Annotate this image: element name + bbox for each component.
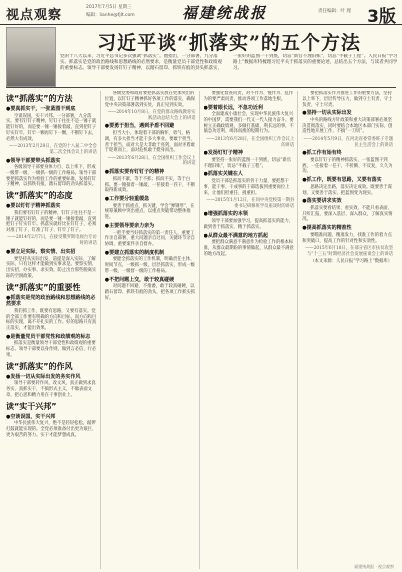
subsection-heading: 读“抓落实”的作风 bbox=[6, 361, 73, 371]
point-heading: ●要勇于担当，遇到矛盾不回避 bbox=[104, 123, 175, 130]
paragraph: 领导干部要加强学习，提高抓落实的能力，做到善于抓落实、精于抓落实。 bbox=[203, 218, 294, 230]
subsection-heading: 读“实干兴邦” bbox=[6, 401, 57, 411]
paragraph: 抓而不紧，等于不抓；抓而不实，等于白抓。要一锤接着一锤敲，一茬接着一茬干，不断取得新成效。 bbox=[104, 176, 195, 194]
paragraph: 领导干部要转作风、改文风，真正做到求真务实、真抓实干，不搞形式主义，不做表面文章，把心思和精力用在干事创业上。 bbox=[6, 381, 96, 398]
masthead bbox=[0, 0, 402, 25]
paragraph: 我们抓工作，既要有思路，又要有落实。党的全部工作要有明确的方向和目标，而方向和目标的实现，离不开扎实的工作。好的思路只有真正落实，才能出效果。 bbox=[6, 308, 97, 332]
article-body bbox=[6, 91, 396, 569]
source-citation: ——2013年6月28日，在全国组织工作会议上的讲话 bbox=[107, 155, 196, 167]
subsection-heading: 读“抓落实”的态度 bbox=[6, 191, 73, 201]
text-column bbox=[6, 91, 101, 569]
source-citation: ——2014年2月7日，在接受俄罗斯电视台专访时的讲话 bbox=[7, 235, 97, 247]
point-heading: ●要以钉钉子精神抓落实 bbox=[6, 203, 61, 210]
paragraph: 中华民族伟大复兴，绝不是轻轻松松、敲锣打鼓就能实现的。全党必须准备付出更为艰巨、更为艰苦的努力。实干才能梦想成真。 bbox=[6, 421, 97, 438]
article-lead: 党的十八大以来，习近平总书记多次强调“抓落实”。他指出，一分部署，九分落实。抓落实是党的政治路线和思想路线的必然要求，是衡量党员干部党性和政绩观的重要标志。领导干部要发扬钉钉子精神，以踏石留印、抓铁有痕的劲头抓落实，一张好的蓝图一干到底，切忌“新官不理旧账”，切忌“半截子工程”。人民日报“学习路上”数据库特梳理习近平关于抓落实的重要论述，总结出五个方法，与读者共同学习。 bbox=[60, 54, 398, 71]
paragraph: 一把手要当好抓落实的第一责任人，重要工作亲自部署、重大问题亲自过问、关键环节亲自协调、重要案件亲自督办。 bbox=[104, 230, 195, 248]
point-heading: ●主要领导要亲力亲为 bbox=[104, 223, 155, 230]
point-heading: ●工作要分轻重缓急 bbox=[104, 196, 150, 203]
paragraph: 要坚持一张好的蓝图一干到底，切忌“新官不理旧账”，切忌“半截子工程”。 bbox=[203, 157, 292, 169]
paragraph: 抓落实要看结果、看实效，不能只看表面、只听汇报，要深入基层、深入群众，了解真实情况。 bbox=[302, 205, 393, 223]
text-column bbox=[302, 91, 396, 569]
paragraph: 各级党委和政府要把抓落实放在更加突出的位置，以钉钉子精神抓好各项工作的落实，确保党中央决策部署落到实处，真正见到实效。 bbox=[104, 91, 195, 108]
point-heading: ●发扬一切从实际出发的务实作风 bbox=[6, 373, 81, 380]
newspaper-name: 福建统战报 bbox=[182, 4, 268, 22]
point-heading: ●不把问题上交，敢于较真碰硬 bbox=[104, 276, 175, 283]
point-heading: ●要着眼长远，不急功近利 bbox=[203, 104, 263, 111]
subsection-heading: 读“抓落实”的重要性 bbox=[6, 282, 81, 292]
point-heading: ●领导干部要带头抓落实 bbox=[6, 157, 61, 164]
source-citation: ——2014年10月8日，在党的群众路线教育实践活动总结大会上的讲话 bbox=[107, 109, 196, 121]
paragraph: 各级领导干部要身体力行、以上率下，形成一级带一级、一级抓一级的工作格局。领导干部要把抓落实作为检验工作的重要标准，发扬钉钉子精神，以抓铁有痕、踏石留印的劲头抓落实。 bbox=[6, 165, 97, 188]
paragraph: 思路决定出路，落实决定成效。既要善于谋划，又要善于落实，把蓝图变为现实。 bbox=[302, 184, 392, 196]
page-footer: 福建统战报 · 视点观察 bbox=[354, 564, 394, 569]
article-headline: 习近平谈“抓落实”的五个方法 bbox=[97, 32, 361, 54]
paragraph: 中央的路线方针政策和重大决策部署必须坚决贯彻落实，同时要结合本地区本部门实际，创造性地开展工作，不搞“一刀切”。 bbox=[302, 117, 393, 135]
point-heading: ●从群众最不满意的地方抓起 bbox=[203, 232, 268, 239]
point-heading: ●抓落实是党的政治路线和思想路线的必然要求 bbox=[6, 294, 96, 308]
source-citation: ——2013年6月28日，在全国组织工作会议上的讲话 bbox=[206, 136, 295, 148]
paragraph: 对问题不回避、不推诿，敢于较真碰硬，以踏石留印、抓铁有痕的劲头，把各项工作抓实抓好。 bbox=[104, 284, 195, 301]
point-heading: ●空谈误国，实干兴邦 bbox=[6, 413, 56, 420]
text-column bbox=[204, 91, 299, 569]
source-citation: ——2015年1月12日，在同中央党校第一期县委书记研修班学员座谈时的讲话 bbox=[206, 197, 295, 209]
point-heading: ●抓落实要有钉钉子的精神 bbox=[104, 169, 165, 176]
page-editor: 责任编辑：叶 理 bbox=[318, 9, 351, 14]
point-heading: ●要建立抓落实的制度机制 bbox=[104, 249, 165, 256]
paragraph: 要坚持从实际出发，前提是深入实际、了解实际，只有这样才能做到实事求是。要察实情、出实招、办实事、求实效，防止出台那些脱离实际的空洞政策。 bbox=[6, 256, 97, 279]
section-divider bbox=[6, 87, 396, 88]
paragraph: 要把抓落实作为推进工作的重要方法，坚持以上率下，层层传导压力，做到守土有责、守土负责、守土尽责。 bbox=[302, 91, 393, 108]
paragraph: 要把群众满意不满意作为检验工作的根本标准，从群众最期盼的事情做起，从群众最不满意的地方改起。 bbox=[203, 240, 294, 257]
section-title: 视点观察 bbox=[6, 8, 63, 23]
paragraph: 要以钉钉子的精神抓落实，一张蓝图干到底，一任接着一任干，不折腾、不反复，久久为功。 bbox=[302, 157, 393, 175]
editor-contact: 编辑：lianhe@fjlt.com bbox=[86, 13, 135, 18]
paragraph: 要强化督查问责，对不作为、慢作为、乱作为的要严肃问责，推动各项工作落地生根。 bbox=[203, 91, 294, 102]
point-heading: ●发扬钉钉子精神 bbox=[203, 150, 243, 157]
paragraph: 空谈误国，实干兴邦。一分部署，九分落实。要有钉钉子精神，钉钉子往往不是一锤子就能钉好的，而是要一锤一锤接着敲，直到把钉子钉实钉牢，钉牢一颗再钉下一颗，不断钉下去，必然大有成效。 bbox=[6, 113, 97, 142]
point-heading: ●提高抓落实的精准性 bbox=[302, 225, 352, 232]
source-citation: ——2015年6月18日，在部分省区市扶贫攻坚与“十三五”时期经济社会发展座谈会上的讲话 bbox=[305, 245, 393, 257]
point-heading: ●增强抓落实的本领 bbox=[203, 211, 248, 218]
point-heading: ●抓工作有始有终 bbox=[302, 150, 342, 157]
paragraph: 我们要有钉钉子的精神，钉钉子往往不是一锤子就能钉好的，而是要一锤一锤接着敲，直到把钉子钉实钉牢。抓落实就好比在钉钉子，必须对准了钉子、钉准了钉子、钉牢了钉子。 bbox=[6, 210, 97, 234]
point-heading: ●坚持一切从实际出发 bbox=[302, 110, 352, 117]
subsection-heading: 读“抓落实”的方法 bbox=[6, 94, 73, 103]
paragraph: 要健全抓落实的工作机制，明确责任主体、时间节点，一级抓一级，层层抓落实，形成一级带一级、一级督一级的工作格局。 bbox=[104, 257, 195, 275]
portrait-photo bbox=[6, 27, 56, 87]
text-column bbox=[105, 91, 200, 569]
paragraph: （本文来源：人民日报“学习路上”数据库） bbox=[310, 259, 392, 265]
issue-date: 2017年7月5日 星期三 bbox=[86, 5, 132, 10]
source-citation: ——2013年2月28日，在党的十八届二中全会第二次全体会议上的讲话 bbox=[8, 143, 97, 155]
point-heading: ●是衡量党员干部党性和政绩观的标志 bbox=[6, 333, 91, 340]
point-heading: ●要立足实际，察实情、出实招 bbox=[6, 249, 76, 256]
paragraph: 党员干部是抓落实的骨干力量，要把想干事、能干事、干成事的干部选拔到重要岗位上来，让他们担重任、挑重担。 bbox=[203, 178, 290, 196]
paragraph: 要善于抓重点、抓关键，学会“弹钢琴”，在统筹兼顾中突出重点，以重点突破带动整体推进。 bbox=[104, 203, 195, 221]
source-citation: ——2014年5月9日，在河北省委常委班子专题民主生活会上的讲话 bbox=[303, 136, 393, 148]
page-number: 3版 bbox=[367, 7, 396, 27]
paragraph: 全面建成小康社会，实现中华民族伟大复兴的中国梦，需要我们一代又一代人接力奋斗。要树立正确政绩观，多做打基础、利长远的事，不搞急功近利、竭泽而渔的短期行为。 bbox=[203, 112, 294, 135]
point-heading: ●抓落实关键在人 bbox=[203, 171, 243, 178]
paragraph: 担当大小，体现着干部的胸怀、勇气、格调，有多大担当才能干多大事业。要敢于担当、善于担当，面对大是大非敢于亮剑，面对矛盾敢于迎难而上，面对危机敢于挺身而出。 bbox=[104, 130, 195, 154]
point-heading: ●抓工作，既要有思路，又要有落实 bbox=[302, 177, 382, 184]
paragraph: 要瞄准问题、精准发力，找准工作的着力点和突破口，提高工作的针对性和实效性。 bbox=[302, 232, 392, 244]
point-heading: ●要真抓实干，一张蓝图干到底 bbox=[6, 106, 76, 112]
paragraph: 抓落实是衡量领导干部党性和政绩观的重要标志，领导干部要以身作则，做到言必信、行必果。 bbox=[6, 341, 97, 359]
point-heading: ●落实要讲求实效 bbox=[302, 198, 342, 205]
